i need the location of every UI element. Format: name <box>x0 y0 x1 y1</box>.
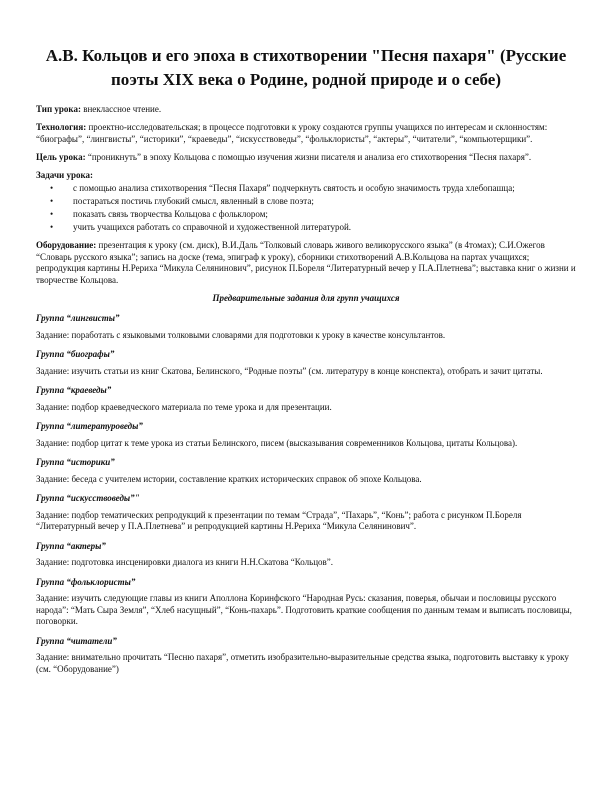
group-task: Задание: внимательно прочитать “Песню пахаря”, отметить изобразительно-выразительные средства языка, подготовить выставку к уроку (см. “Оборудование”) <box>36 652 569 674</box>
bullet-icon: • <box>50 196 54 206</box>
list-item <box>36 222 576 234</box>
equipment-label: Оборудование: <box>36 240 97 250</box>
goal-paragraph <box>36 152 576 164</box>
bullet-icon: • <box>50 209 54 219</box>
group-task: Задание: подбор тематических репродукций к презентации по темам “Страда”, “Пахарь”, “Конь”; работа с рисунком П.Бореля “Литературный вечер у П.А.Плетнева” и репродукцией картины Н.Рериха “Микула Селянинович”. <box>36 509 522 531</box>
equipment-paragraph <box>36 240 576 286</box>
document-body <box>36 104 576 683</box>
group-task: Задание: подготовка инсценировки диалога из книги Н.Н.Скатова “Кольцов”. <box>36 557 334 567</box>
tasks-list <box>36 183 576 234</box>
group-heading: Группа “литературоведы” <box>36 421 143 431</box>
group-heading: Группа “искусствоведы”" <box>36 493 140 503</box>
lesson-type-paragraph <box>36 104 576 116</box>
goal-text: “проникнуть” в эпоху Кольцова с помощью изучения жизни писателя и анализа его стихотворения “Песня пахаря”. <box>85 151 532 162</box>
group-heading: Группа “лингвисты” <box>36 313 120 323</box>
group-task: Задание: изучить статьи из книг Скатова, Белинского, “Родные поэты” (см. литературу в конце конспекта), отобрать и зачит цитаты. <box>36 365 543 376</box>
group-heading: Группа “читатели” <box>36 635 117 646</box>
bullet-icon: • <box>50 222 54 232</box>
equipment-text: презентация к уроку (см. диск), В.И.Даль “Толковый словарь живого великорусского языка” (в 4томах); С.И.Ожегов “Словарь русского языка”; запись на доске (тема, эпиграф к уроку), сборники стихотворений А.В.Кольцова на партах учащихся; репродукция картины Н.Рериха “Микула Селянинович”, рисунок П.Бореля “Литературный вечер у П.А.Плетнева”; выставка книг о жизни и творчестве Кольцова. <box>36 240 576 285</box>
group-task: Задание: беседа с учителем истории, составление кратких исторических справок об эпохе Кольцова. <box>36 473 422 484</box>
list-item <box>36 183 576 195</box>
task-text: учить учащихся работать со справочной и художественной литературой. <box>73 222 352 232</box>
prelim-heading: Предварительные задания для групп учащихся <box>212 292 400 303</box>
bullet-icon: • <box>50 183 54 193</box>
group-task: Задание: поработать с языковыми толковыми словарями для подготовки к уроку в качестве консультантов. <box>36 329 446 340</box>
list-item <box>36 209 576 221</box>
group-task: Задание: подбор цитат к теме урока из статьи Белинского, писем (высказывания современников Кольцова, цитаты Кольцова). <box>36 437 518 448</box>
group-task: Задание: подбор краеведческого материала по теме урока и для презентации. <box>36 401 332 412</box>
group-heading: Группа “фольклористы” <box>36 576 136 587</box>
lesson-type-text: внеклассное чтение. <box>80 104 162 114</box>
task-text: показать связь творчества Кольцова с фольклором; <box>73 209 268 219</box>
lesson-type-label: Тип урока: <box>36 104 81 114</box>
group-task: Задание: изучить следующие главы из книги Аполлона Коринфского “Народная Русь: сказания, поверья, обычаи и пословицы русского народа”: “Мать Сыра Земля”, “Хлеб насущный”, “Конь-пахарь”. Подготовить краткие сообщения по данным темам и выписать пословицы, поговорки. <box>36 593 572 626</box>
page-title: А.В. Кольцов и его эпоха в стихотворении "Песня пахаря" (Русские поэты XIX века о Родине, родной природе и о себе) <box>45 46 567 89</box>
list-item <box>36 196 576 208</box>
task-text: с помощью анализа стихотворения “Песня Пахаря” подчеркнуть святость и особую значимость труда хлебопашца; <box>73 183 515 193</box>
group-heading: Группа “краеведы” <box>36 385 112 395</box>
technology-label: Технология: <box>36 122 87 132</box>
task-text: постараться постичь глубокий смысл, явленный в слове поэта; <box>73 196 314 206</box>
goal-label: Цель урока: <box>36 151 86 162</box>
group-heading: Группа “биографы” <box>36 349 115 359</box>
technology-text: проектно-исследовательская; в процессе подготовки к уроку создаются группы учащихся по интересам и склонностям: “биографы”, “лингвисты”, “историки”, “краеведы”, “искусствоведы”, “фольклористы”, “актеры”, “читатели”, “компьютерщики”. <box>36 122 548 144</box>
group-heading: Группа “актеры” <box>36 540 106 551</box>
technology-paragraph <box>36 122 576 145</box>
group-heading: Группа “историки” <box>36 457 115 467</box>
tasks-label: Задачи урока: <box>36 169 94 180</box>
